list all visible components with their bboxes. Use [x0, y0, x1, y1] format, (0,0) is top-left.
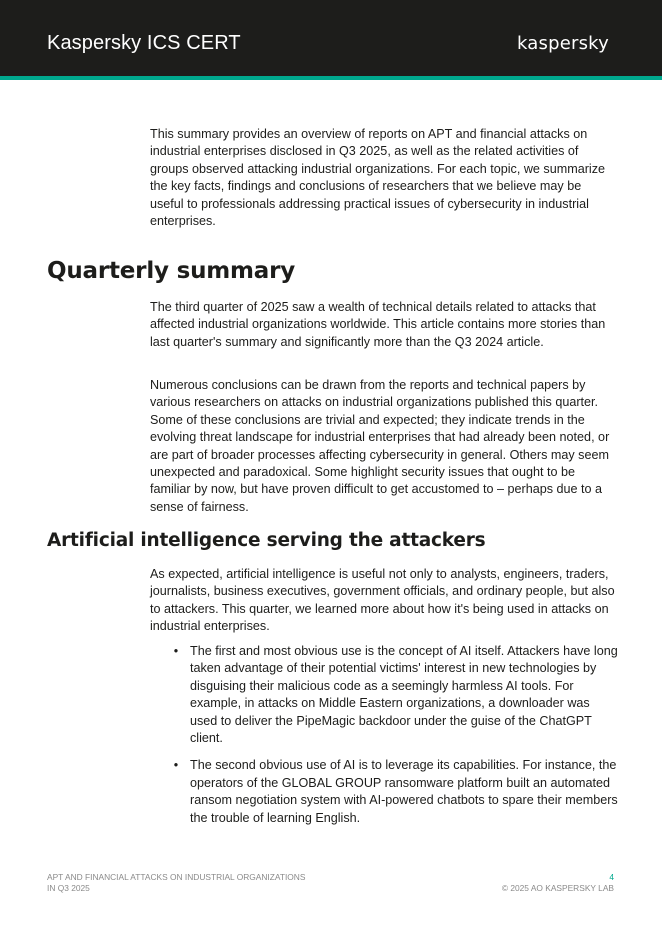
footer-doc-title-line-2: IN Q3 2025: [47, 883, 90, 893]
footer-copyright: © 2025 AO KASPERSKY LAB: [501, 883, 614, 893]
ai-bullet-list: [150, 643, 618, 827]
page-header: [0, 0, 662, 76]
bullet-icon: •: [173, 758, 179, 773]
ai-section-paragraph: As expected, artificial intelligence is useful not only to analysts, engineers, traders, journalists, business executives, government officials, and ordinary people, but also to attackers. This quarter, we learned more about how it's being used in attacks on industrial enterprises.: [150, 567, 615, 634]
intro-paragraph: This summary provides an overview of reports on APT and financial attacks on industrial enterprises disclosed in Q3 2025, as well as the related activities of groups observed attacking industrial organizations. For each topic, we summarize the key facts, findings and conclusions of researchers that we believe may be useful to professionals addressing practical issues of cybersecurity in industrial enterprises.: [150, 127, 605, 229]
bullet-text: The second obvious use of AI is to leverage its capabilities. For instance, the operators of the GLOBAL GROUP ransomware platform built an automated ransom negotiation system with AI-powered chatbots to spare their members the trouble of learning English.: [190, 758, 618, 825]
summary-paragraph-1: The third quarter of 2025 saw a wealth of technical details related to attacks that affected industrial organizations worldwide. This article contains more stories than last quarter's summary and significantly more than the Q3 2024 article.: [150, 300, 606, 349]
bullet-icon: •: [173, 644, 179, 658]
bullet-text: The first and most obvious use is the concept of AI itself. Attackers have long taken advantage of their potential victims' interest in new technologies by disguising their malicious code as a seemingly harmless AI tools. For example, in attacks on Middle Eastern organizations, a downloader was used to deliver the PipeMagic backdoor under the guise of the ChatGPT client.: [190, 644, 618, 746]
kaspersky-logo: kaspersky: [516, 33, 609, 54]
list-item: [150, 643, 618, 747]
summary-paragraph-2: Numerous conclusions can be drawn from the reports and technical papers by various researchers on attacks on industrial organizations published this quarter. Some of these conclusions are trivial and expected; they indicate trends in the evolving threat landscape for industrial enterprises that had already been noted, or are part of broader processes affecting cybersecurity in general. Others may seem unexpected and paradoxical. Some highlight security issues that ought to be familiar by now, but have proven difficult to get accustomed to – perhaps due to a sense of fairness.: [150, 378, 610, 514]
header-accent-bar: [0, 76, 662, 80]
list-item: [150, 757, 618, 827]
page-number: 4: [609, 872, 614, 882]
footer-doc-title-line-1: APT AND FINANCIAL ATTACKS ON INDUSTRIAL ORGANIZATIONS: [47, 872, 306, 882]
ai-section-heading: Artificial intelligence serving the attackers: [47, 530, 486, 551]
header-title: Kaspersky ICS CERT: [47, 32, 241, 54]
footer-doc-title: [47, 872, 347, 894]
quarterly-summary-heading: Quarterly summary: [47, 258, 296, 284]
